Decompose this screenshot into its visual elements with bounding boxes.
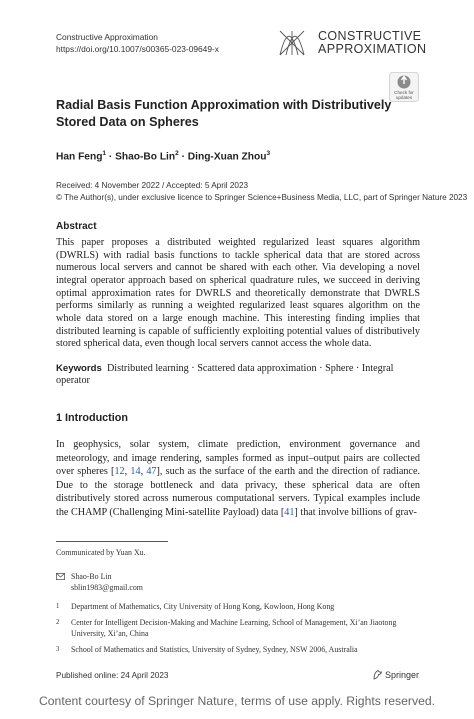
journal-logo-text bbox=[318, 30, 426, 56]
keywords-label: Keywords bbox=[56, 363, 102, 374]
affiliation-number: 2 bbox=[56, 619, 60, 626]
citation-separator: , bbox=[140, 466, 147, 478]
author-affiliation-mark: 3 bbox=[266, 150, 271, 157]
doi-link[interactable]: https://doi.org/10.1007/s00365-023-09649-x bbox=[56, 44, 219, 54]
citation-link[interactable]: 12 bbox=[114, 466, 125, 478]
section-heading: 1 Introduction bbox=[56, 412, 128, 424]
corresponding-author bbox=[71, 571, 143, 593]
badge-line-2: updates bbox=[395, 95, 413, 100]
intro-text: ], such as the surface of the earth and the direction of radiance. Due to the storage bottleneck and data privacy, these spherical data are often distributively stored across numerous computational servers. Typical examples include the CHAMP (Challenging Mini-satellite Payload) data [ bbox=[56, 466, 421, 518]
corresponding-name: Shao-Bo Lin bbox=[71, 572, 112, 581]
author-name[interactable]: Ding-Xuan Zhou bbox=[187, 151, 267, 163]
affiliation-number: 3 bbox=[56, 646, 60, 653]
affiliation-text: School of Mathematics and Statistics, University of Sydney, Sydney, NSW 2006, Australia bbox=[71, 645, 358, 654]
abstract-text: This paper proposes a distributed weighted regularized least squares algorithm (DWRLS) with radial basis functions to tackle spherical data that are stored across numerous local servers and cannot be shared with each other. Via developing a novel integral operator approach based on spherical quadrature rules, we succeed in deriving optimal approximation rates for DWRLS and theoretically demonstrate that DWRLS performs similarly as running a weighted regularized least squares algorithm on the whole data stored on a large enough machine. This interesting finding implies that distributed learning is capable of sufficiently exploiting potential values of distributively stored spherical data, even though local servers cannot access the whole data. bbox=[56, 237, 420, 350]
intro-text: In geophysics, solar system, climate prediction, environment governance and meteorology, and image rendering, samples formed as input–output pairs are collected over spheres [ bbox=[56, 439, 420, 478]
author-separator: · bbox=[178, 151, 188, 163]
paper-title: Radial Basis Function Approximation with Distributively Stored Data on Spheres bbox=[56, 98, 392, 129]
article-history bbox=[56, 180, 467, 203]
affiliation-text: Center for Intelligent Decision-Making and Machine Learning, School of Management, Xi’an Jiaotong University, Xi’an, China bbox=[71, 618, 397, 638]
journal-header bbox=[56, 31, 219, 55]
author-separator: · bbox=[106, 151, 116, 163]
author-affiliation-mark: 2 bbox=[175, 150, 179, 157]
received-accepted-dates: Received: 4 November 2022 / Accepted: 5 April 2023 bbox=[56, 181, 249, 190]
author-name[interactable]: Shao-Bo Lin bbox=[115, 151, 176, 163]
courtesy-notice: Content courtesy of Springer Nature, terms of use apply. Rights reserved. bbox=[38, 694, 436, 708]
publisher-name: Springer bbox=[385, 670, 420, 680]
logo-line-1: CONSTRUCTIVE bbox=[318, 29, 422, 43]
citation-separator: , bbox=[124, 466, 131, 478]
communicated-by: Communicated by Yuan Xu. bbox=[56, 548, 146, 557]
citation-link[interactable]: 47 bbox=[146, 466, 157, 478]
author-affiliation-mark: 1 bbox=[102, 150, 107, 157]
abstract-heading: Abstract bbox=[56, 221, 97, 232]
citation-link[interactable]: 41 bbox=[284, 506, 295, 518]
keywords-block bbox=[56, 363, 420, 388]
publisher-mark bbox=[372, 669, 419, 680]
affiliation-number: 1 bbox=[56, 603, 60, 610]
badge-line-1: Check for bbox=[394, 90, 414, 95]
keywords-text: Distributed learning · Scattered data approximation · Sphere · Integral operator bbox=[56, 363, 394, 387]
envelope-icon bbox=[56, 573, 65, 580]
author-list bbox=[56, 150, 270, 162]
intro-text: ] that involve billions of grav- bbox=[294, 506, 417, 518]
corresponding-email[interactable]: sblin1983@gmail.com bbox=[71, 583, 143, 592]
copyright-line: © The Author(s), under exclusive licence to Springer Science+Business Media, LLC, part of Springer Nature 2023 bbox=[56, 192, 468, 202]
introduction-paragraph bbox=[56, 438, 420, 520]
footnote-divider bbox=[56, 541, 168, 542]
journal-name: Constructive Approximation bbox=[56, 32, 158, 42]
springer-horse-icon bbox=[372, 669, 383, 680]
logo-line-2: APPROXIMATION bbox=[318, 42, 427, 56]
author-name[interactable]: Han Feng bbox=[56, 151, 103, 163]
published-online-date: Published online: 24 April 2023 bbox=[56, 671, 169, 680]
citation-link[interactable]: 14 bbox=[130, 466, 141, 478]
affiliation-text: Department of Mathematics, City University of Hong Kong, Kowloon, Hong Kong bbox=[71, 602, 335, 611]
